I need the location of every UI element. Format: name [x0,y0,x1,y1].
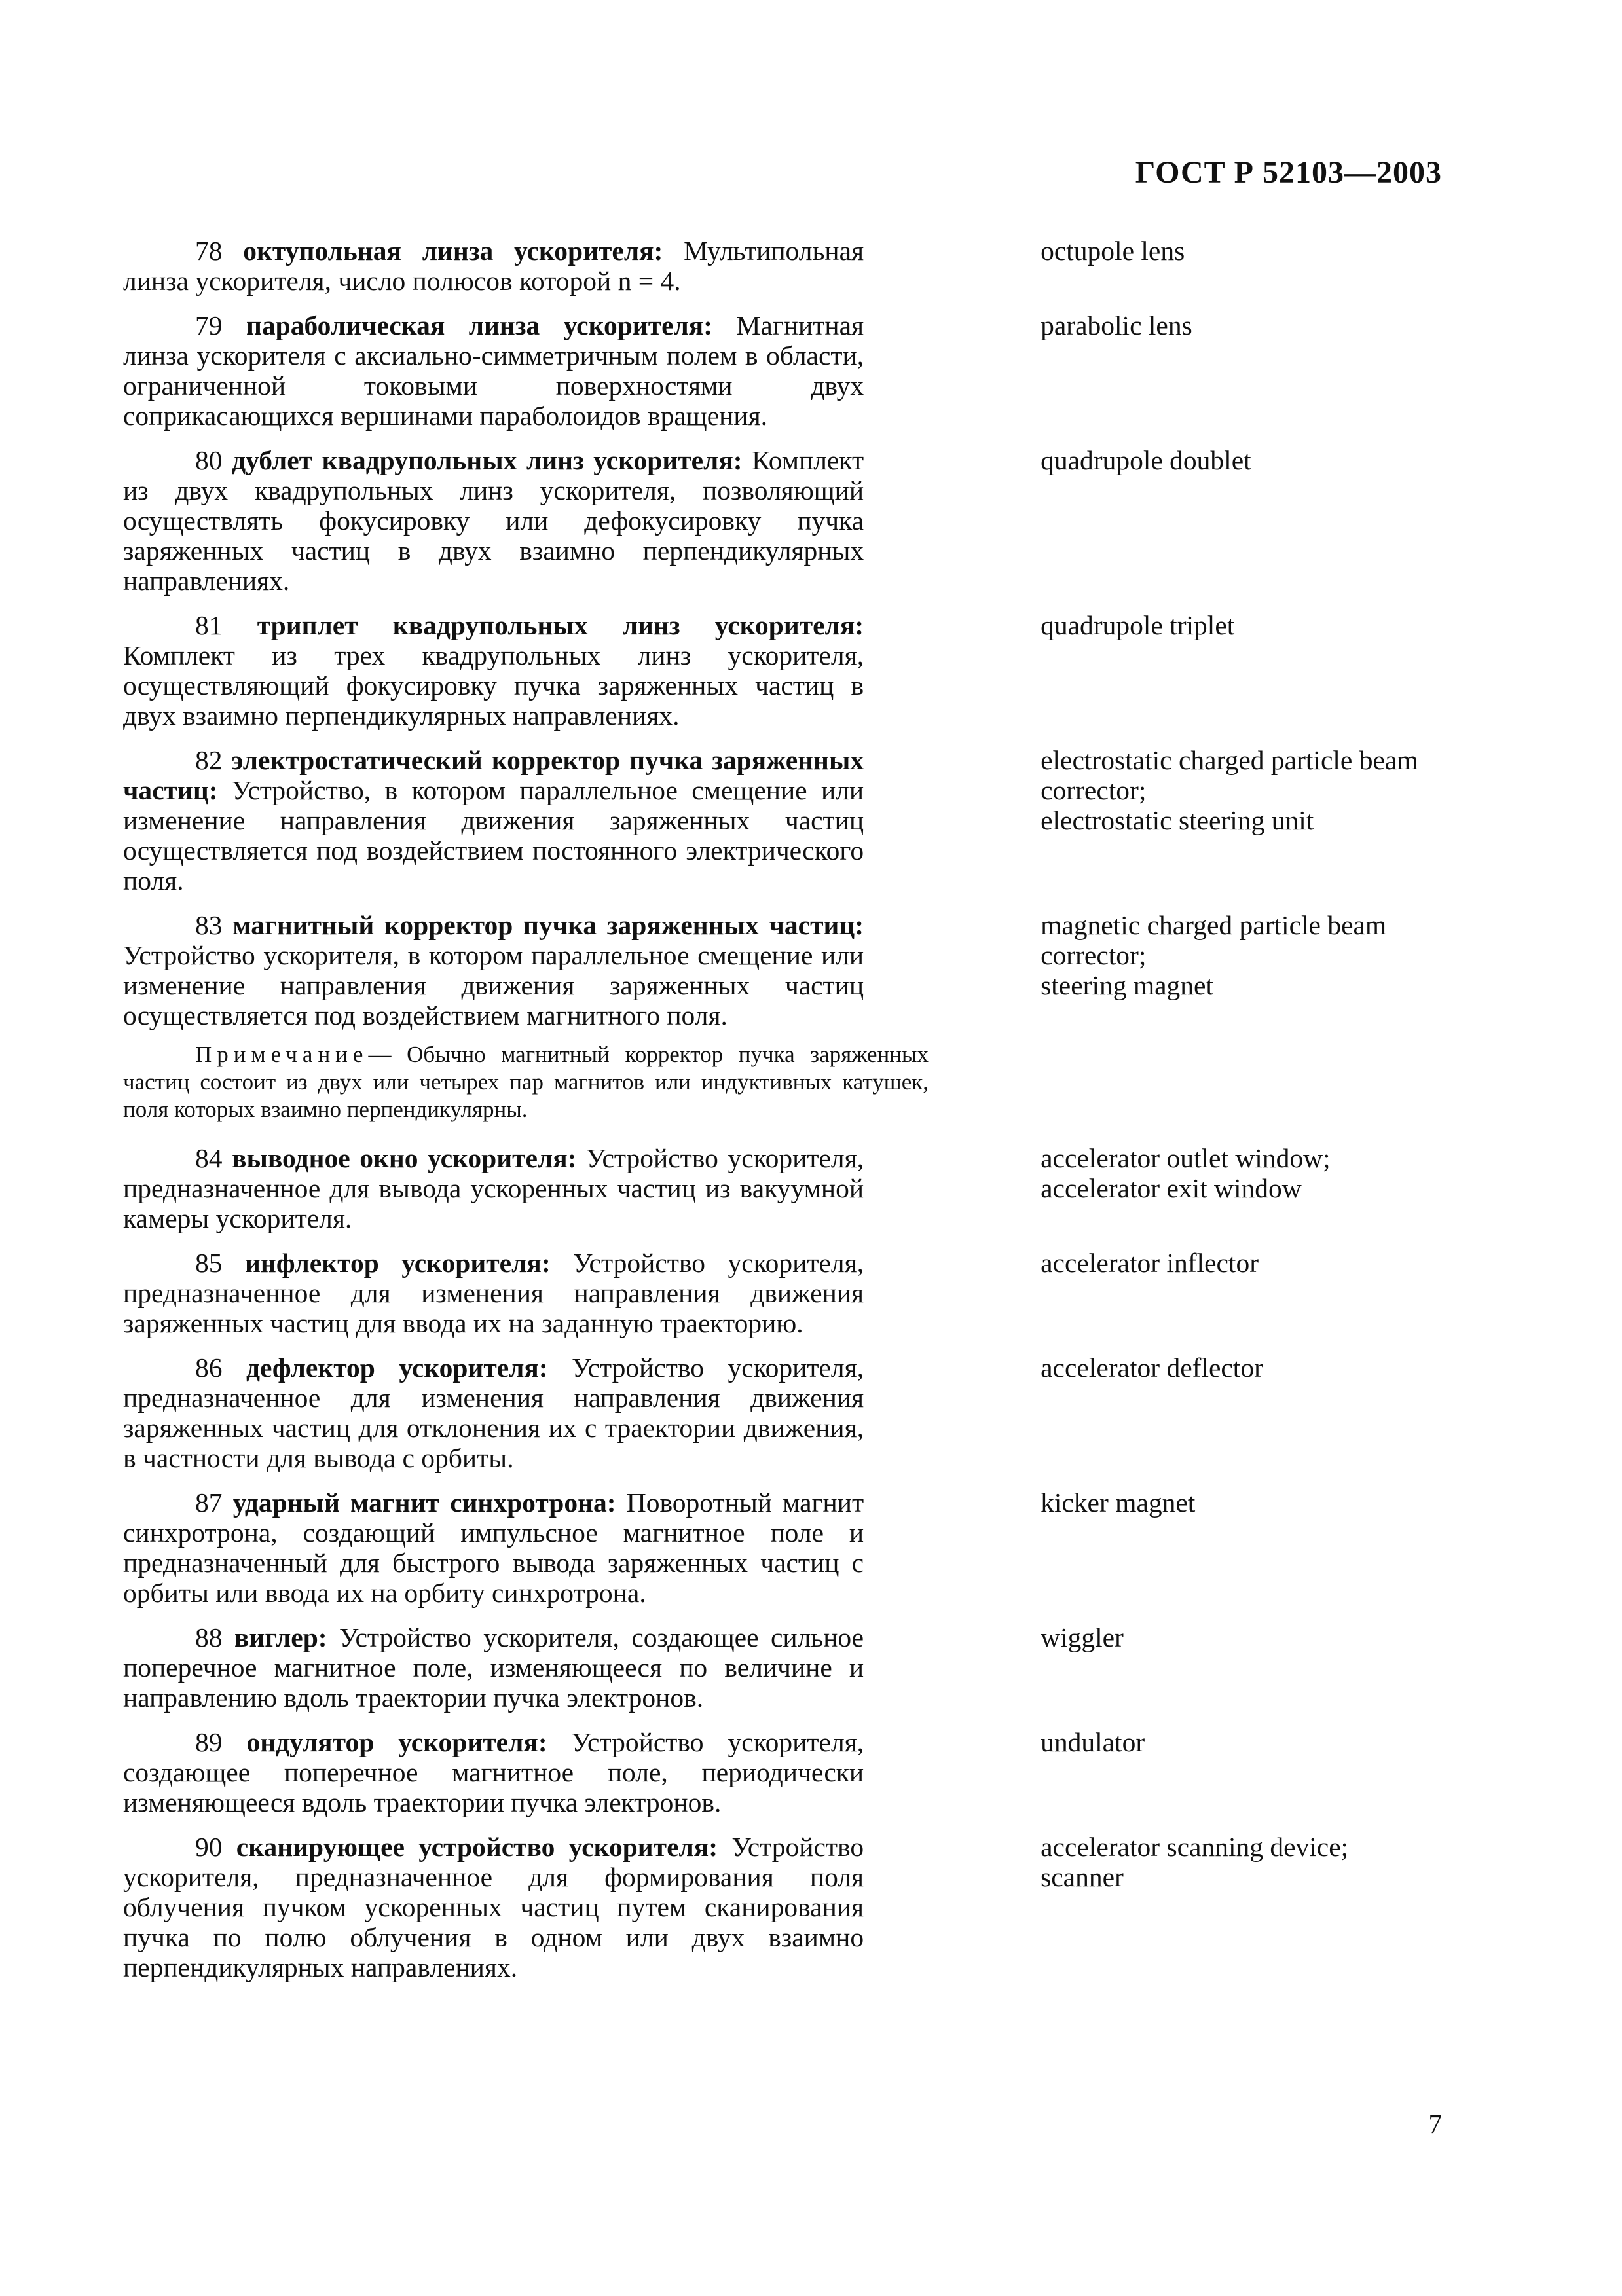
entry-term: инфлектор ускорителя: [245,1248,551,1278]
entry-number: 84 [195,1143,223,1173]
entry-en-84 [1041,1143,1498,1203]
en-term: magnetic charged particle beam corrector; [1041,910,1387,970]
entry-definition: Устройство ускорителя, создающее поперечное магнитное поле, периодически изменяющееся вдоль траектории пучка электронов. [123,1727,864,1817]
term-entry-82 [123,745,1498,896]
term-entries [123,236,1498,1997]
entry-definition: Устройство ускорителя, предназначенное для изменения направления движения заряженных частиц для ввода их на заданную траекторию. [123,1248,864,1338]
en-term: accelerator deflector [1041,1353,1263,1383]
term-entry-83 [123,910,1498,1030]
entry-definition: Устройство, в котором параллельное смещение или изменение направления движения заряженных частиц осуществляется под воздействием постоянного электрического поля. [123,775,864,896]
page-number: 7 [1428,2109,1442,2139]
en-term: accelerator inflector [1041,1248,1259,1278]
entry-number: 81 [195,610,223,640]
entry-term: выводное окно ускорителя: [232,1143,577,1173]
entry-number: 78 [195,236,223,266]
entry-definition: Устройство ускорителя, в котором параллельное смещение или изменение направления движения заряженных частиц осуществляется под воздействием магнитного поля. [123,940,864,1030]
entry-number: 82 [195,745,223,775]
entry-en-81 [1041,610,1498,640]
entry-ru-82 [123,745,864,896]
entry-ru-80 [123,445,864,596]
document-header: ГОСТ Р 52103—2003 [1135,155,1442,190]
en-term: kicker magnet [1041,1487,1196,1518]
term-entry-78 [123,236,1498,296]
entry-en-85 [1041,1248,1498,1278]
entry-en-88 [1041,1622,1498,1652]
term-entry-85 [123,1248,1498,1338]
entry-definition: Поворотный магнит синхротрона, создающий импульсное магнитное поле и предназначенный для быстрого вывода заряженных частиц с орбиты или ввода их на орбиту синхротрона. [123,1487,864,1608]
term-entry-88 [123,1622,1498,1713]
term-entry-89 [123,1727,1498,1817]
entry-number: 90 [195,1832,223,1862]
entry-en-79 [1041,310,1498,340]
entry-definition: Устройство ускорителя, создающее сильное поперечное магнитное поле, изменяющееся по величине и направлению вдоль траектории пучка электронов. [123,1622,864,1713]
entry-term: триплет квадрупольных линз ускорителя: [257,610,864,640]
en-term: undulator [1041,1727,1145,1757]
entry-definition: Мультипольная линза ускорителя, число полюсов которой n = 4. [123,236,864,296]
entry-ru-78 [123,236,864,296]
entry-ru-79 [123,310,864,431]
entry-ru-85 [123,1248,864,1338]
note-label: Примечание [195,1042,369,1067]
term-entry-80 [123,445,1498,596]
entry-term: магнитный корректор пучка заряженных частиц: [232,910,864,940]
note-83 [123,1041,929,1123]
entry-number: 87 [195,1487,223,1518]
en-term: accelerator scanning device; [1041,1832,1349,1862]
entry-ru-81 [123,610,864,731]
entry-en-87 [1041,1487,1498,1518]
term-entry-81 [123,610,1498,731]
entry-number: 80 [195,445,223,475]
entry-ru-86 [123,1353,864,1473]
entry-number: 86 [195,1353,223,1383]
entry-term: параболическая линза ускорителя: [246,310,713,340]
term-entry-84 [123,1143,1498,1233]
entry-definition: Устройство ускорителя, предназначенное для изменения направления движения заряженных частиц для отклонения их с траектории движения, в частности для вывода с орбиты. [123,1353,864,1473]
entry-term: электростатический корректор пучка заряженных частиц: [123,745,864,805]
entry-number: 79 [195,310,223,340]
en-term: wiggler [1041,1622,1124,1652]
entry-term: дефлектор ускорителя: [246,1353,548,1383]
en-term: octupole lens [1041,236,1185,266]
en-term: accelerator exit window [1041,1173,1302,1203]
entry-term: ударный магнит синхротрона: [232,1487,616,1518]
entry-term: сканирующее устройство ускорителя: [236,1832,718,1862]
entry-term: октупольная линза ускорителя: [243,236,663,266]
entry-ru-83 [123,910,864,1030]
entry-ru-87 [123,1487,864,1608]
entry-definition: Комплект из трех квадрупольных линз ускорителя, осуществляющий фокусировку пучка заряженных частиц в двух взаимно перпендикулярных направлениях. [123,640,864,731]
entry-ru-89 [123,1727,864,1817]
term-entry-79 [123,310,1498,431]
term-entry-86 [123,1353,1498,1473]
en-term: accelerator outlet window; [1041,1143,1331,1173]
entry-ru-90 [123,1832,864,1982]
en-term: scanner [1041,1862,1124,1892]
entry-definition: Магнитная линза ускорителя с аксиально-симметричным полем в области, ограниченной токовыми поверхностями двух соприкасающихся вершинами параболоидов вращения. [123,310,864,431]
entry-number: 83 [195,910,223,940]
en-term: electrostatic charged particle beam corrector; [1041,745,1418,805]
entry-definition: Устройство ускорителя, предназначенное для вывода ускоренных частиц из вакуумной камеры ускорителя. [123,1143,864,1233]
en-term: steering magnet [1041,970,1214,1000]
entry-number: 85 [195,1248,223,1278]
en-term: quadrupole triplet [1041,610,1235,640]
en-term: quadrupole doublet [1041,445,1251,475]
entry-en-83 [1041,910,1498,1000]
en-term: parabolic lens [1041,310,1192,340]
entry-en-80 [1041,445,1498,475]
entry-term: ондулятор ускорителя: [246,1727,547,1757]
entry-term: виглер: [234,1622,327,1652]
entry-en-78 [1041,236,1498,266]
entry-ru-84 [123,1143,864,1233]
entry-term: дублет квадрупольных линз ускорителя: [232,445,743,475]
term-entry-87 [123,1487,1498,1608]
entry-definition: Устройство ускорителя, предназначенное для формирования поля облучения пучком ускоренных частиц путем сканирования пучка по полю облучения в одном или двух взаимно перпендикулярных направлениях. [123,1832,864,1982]
entry-number: 89 [195,1727,223,1757]
entry-number: 88 [195,1622,223,1652]
entry-en-89 [1041,1727,1498,1757]
entry-ru-88 [123,1622,864,1713]
term-entry-90 [123,1832,1498,1982]
entry-en-90 [1041,1832,1498,1892]
entry-en-86 [1041,1353,1498,1383]
entry-en-82 [1041,745,1498,835]
en-term: electrostatic steering unit [1041,805,1314,835]
note-text: — Обычно магнитный корректор пучка заряженных частиц состоит из двух или четырех пар магнитов или индуктивных катушек, поля которых взаимно перпендикулярны. [123,1042,929,1122]
entry-definition: Комплект из двух квадрупольных линз ускорителя, позволяющий осуществлять фокусировку или дефокусировку пучка заряженных частиц в двух взаимно перпендикулярных направлениях. [123,445,864,596]
